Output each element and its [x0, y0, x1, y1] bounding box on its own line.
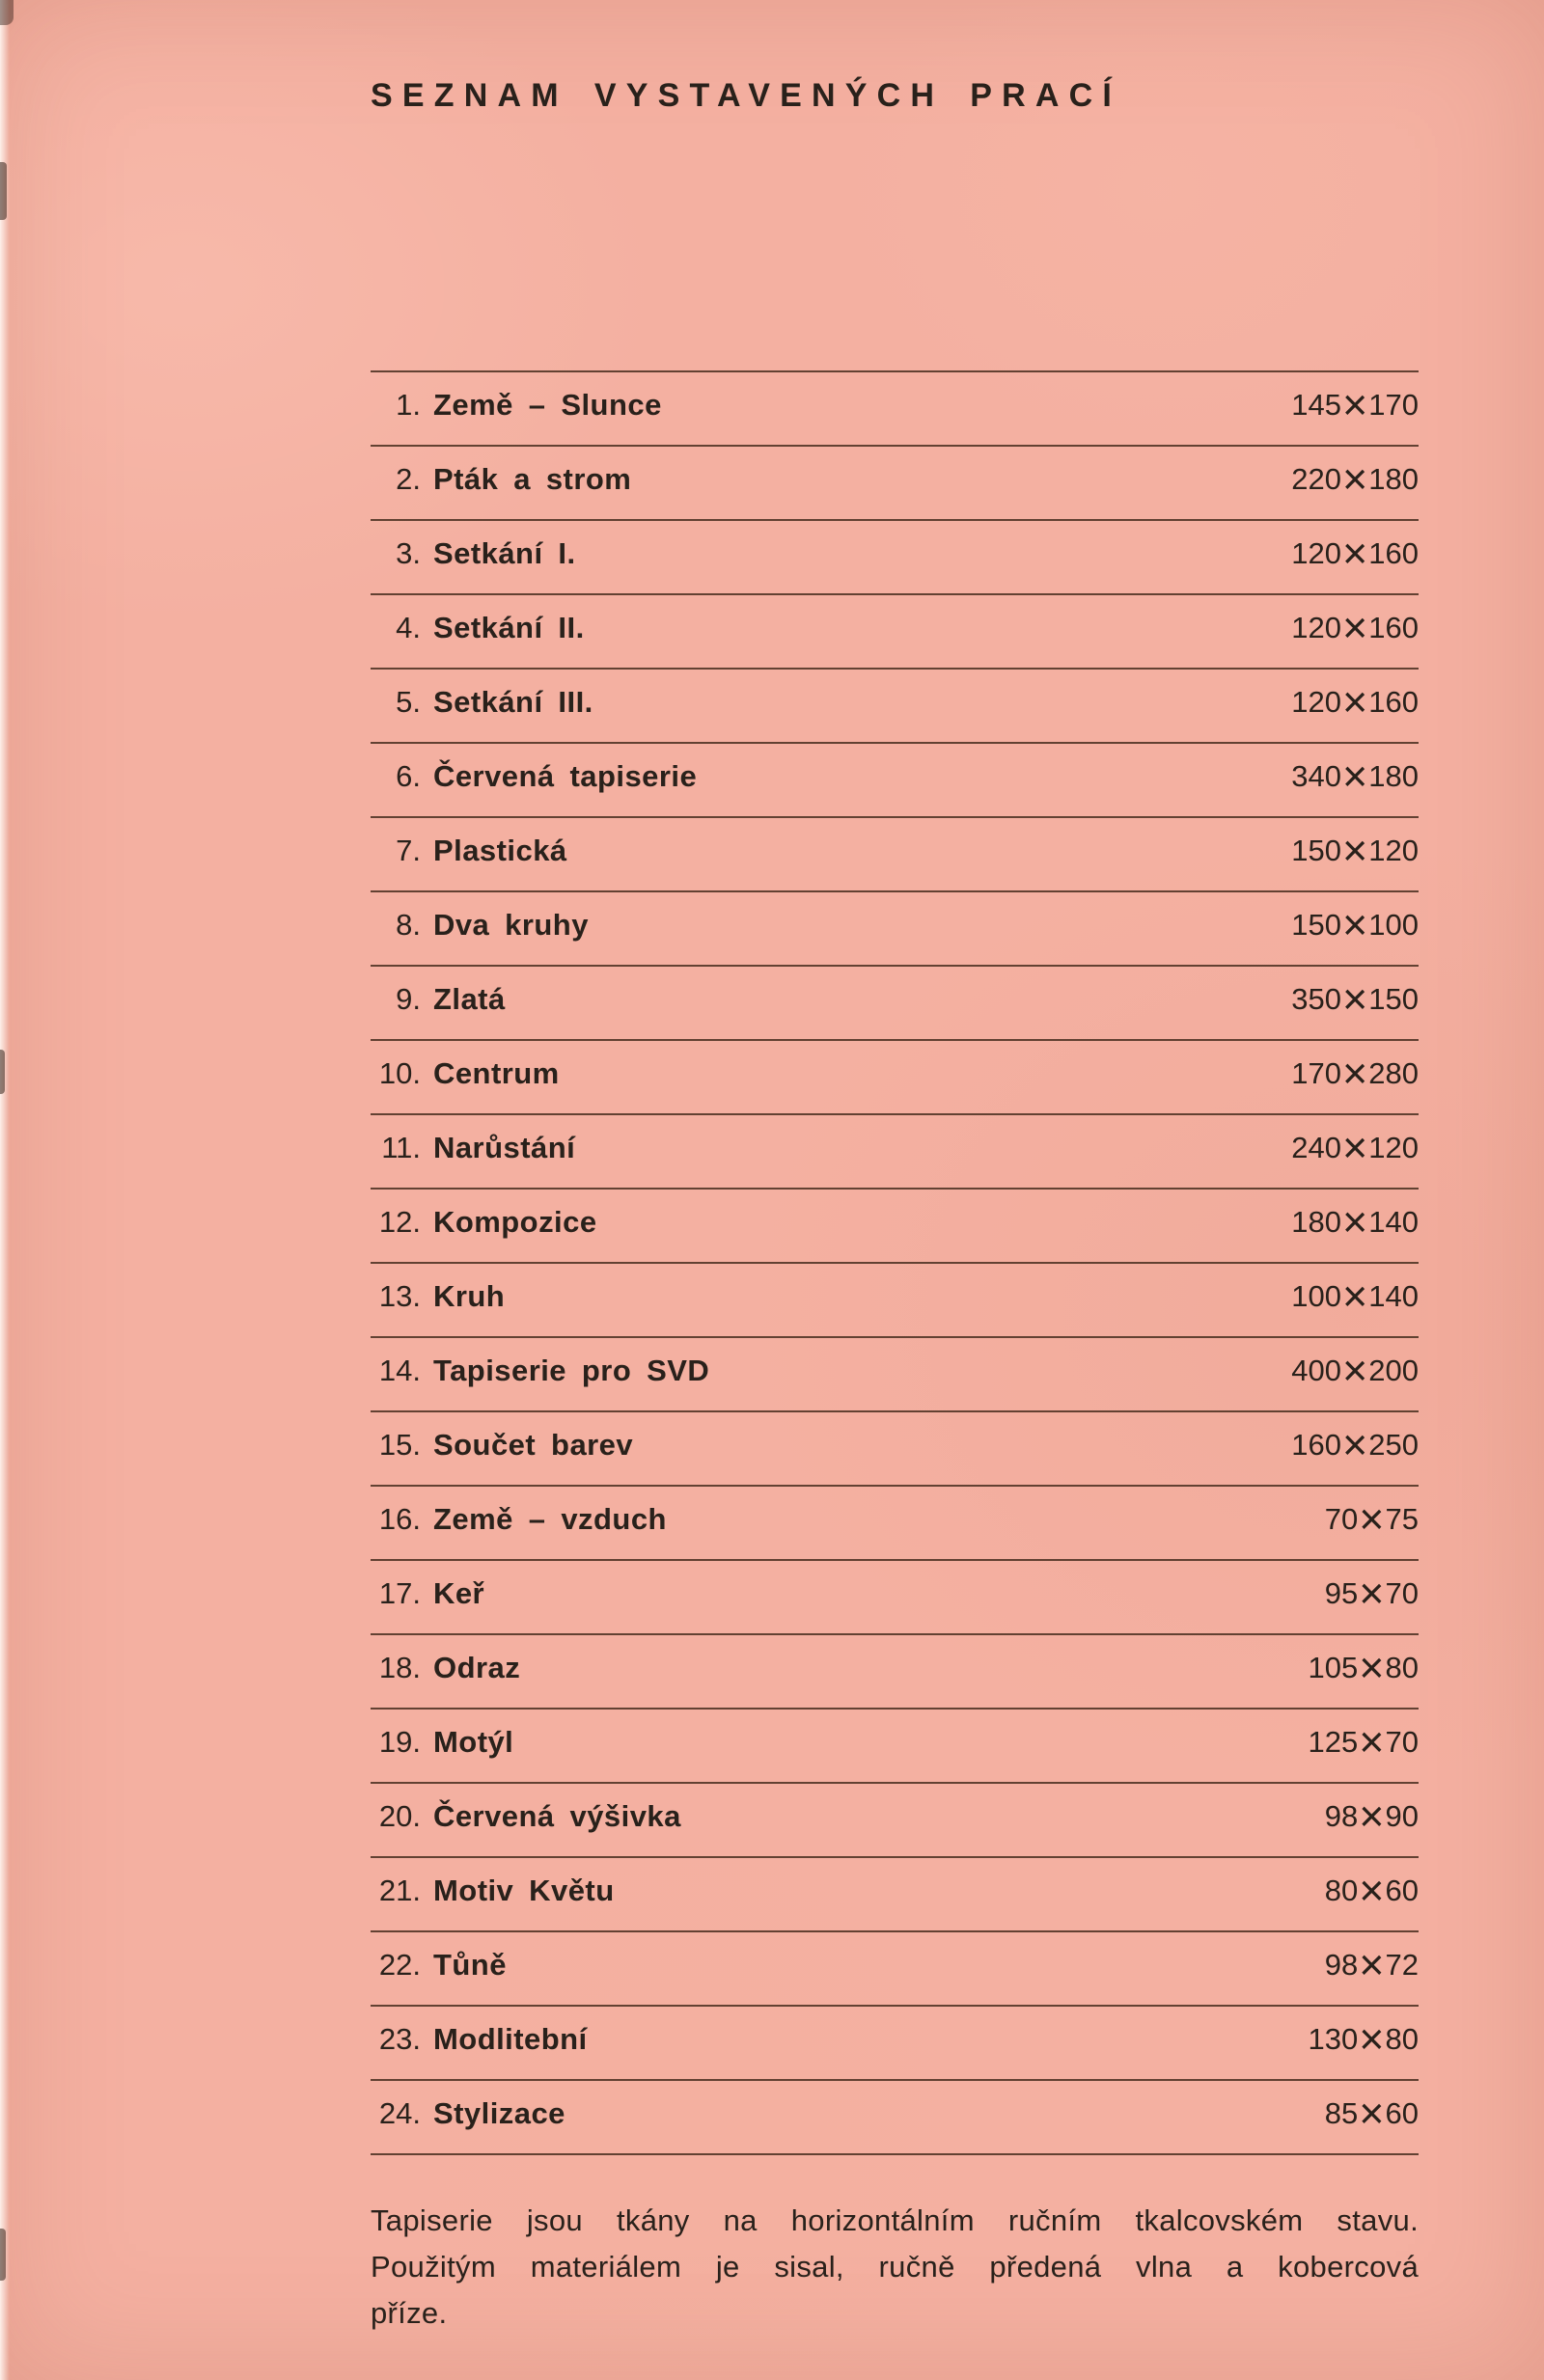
item-number: 22.: [378, 1948, 421, 1982]
item-dimensions: 150×120: [1291, 826, 1419, 876]
item-title: Modlitební: [433, 2022, 588, 2056]
item-dimensions: 130×80: [1308, 2014, 1419, 2065]
item-title: Součet barev: [433, 1428, 634, 1462]
item-dimensions: 240×120: [1291, 1123, 1419, 1173]
item-title: Motýl: [433, 1725, 514, 1759]
item-number: 7.: [396, 834, 421, 867]
item-title: Kompozice: [433, 1205, 597, 1239]
item-height: 150: [1368, 982, 1419, 1016]
scan-mark-corner: [0, 0, 14, 25]
item-height: 70: [1385, 1576, 1419, 1610]
item-dimensions: 145×170: [1291, 380, 1419, 430]
item-height: 60: [1385, 2096, 1419, 2130]
list-item: [371, 742, 1419, 816]
list-item: [371, 1485, 1419, 1559]
item-number: 10.: [378, 1056, 421, 1090]
item-title: Motiv Květu: [433, 1874, 615, 1907]
item-height: 160: [1368, 611, 1419, 644]
scan-mark: [0, 1050, 5, 1094]
scan-edge-highlight: [0, 0, 10, 2380]
item-width: 120: [1291, 611, 1342, 644]
item-dimensions: 98×90: [1324, 1792, 1419, 1842]
item-width: 120: [1291, 536, 1342, 570]
item-number: 16.: [378, 1502, 421, 1536]
item-number: 18.: [378, 1651, 421, 1684]
item-number: 20.: [378, 1799, 421, 1833]
footer-line: Použitým materiálem je sisal, ručně předená vlna a kobercová: [371, 2250, 1419, 2284]
list-item: [371, 1930, 1419, 2005]
list-item: [371, 890, 1419, 965]
item-width: 105: [1308, 1651, 1359, 1684]
item-height: 120: [1368, 1131, 1419, 1164]
item-number: 17.: [378, 1576, 421, 1610]
list-item: [371, 445, 1419, 519]
item-height: 80: [1385, 1651, 1419, 1684]
item-height: 200: [1368, 1354, 1419, 1387]
item-dimensions: 120×160: [1291, 603, 1419, 653]
item-width: 160: [1291, 1428, 1342, 1462]
item-title: Keř: [433, 1576, 485, 1610]
item-width: 98: [1324, 1948, 1359, 1982]
list-item: [371, 668, 1419, 742]
item-height: 90: [1385, 1799, 1419, 1833]
item-title: Země – vzduch: [433, 1502, 667, 1536]
item-dimensions: 400×200: [1291, 1346, 1419, 1396]
item-height: 180: [1368, 462, 1419, 496]
item-title: Narůstání: [433, 1131, 576, 1164]
list-item: [371, 816, 1419, 890]
item-width: 100: [1291, 1279, 1342, 1313]
item-title: Plastická: [433, 834, 567, 867]
item-title: Červená výšivka: [433, 1799, 681, 1833]
item-dimensions: 95×70: [1324, 1569, 1419, 1619]
item-number: 13.: [378, 1279, 421, 1313]
item-dimensions: 125×70: [1308, 1717, 1419, 1767]
scan-mark: [0, 2229, 6, 2281]
list-item: [371, 1559, 1419, 1633]
list-item: [371, 593, 1419, 668]
item-title: Tůně: [433, 1948, 507, 1982]
item-number: 24.: [378, 2096, 421, 2130]
item-width: 98: [1324, 1799, 1359, 1833]
footer-line: příze.: [371, 2296, 448, 2330]
item-height: 170: [1368, 388, 1419, 422]
item-height: 250: [1368, 1428, 1419, 1462]
list-item: [371, 1782, 1419, 1856]
item-title: Stylizace: [433, 2096, 565, 2130]
item-dimensions: 220×180: [1291, 454, 1419, 505]
item-height: 60: [1385, 1874, 1419, 1907]
item-title: Setkání I.: [433, 536, 576, 570]
item-title: Červená tapiserie: [433, 759, 698, 793]
item-height: 120: [1368, 834, 1419, 867]
item-number: 11.: [381, 1131, 421, 1164]
item-width: 170: [1291, 1056, 1342, 1090]
item-dimensions: 120×160: [1291, 529, 1419, 579]
list-item: [371, 2005, 1419, 2079]
works-list: [371, 370, 1419, 2155]
item-width: 180: [1291, 1205, 1342, 1239]
item-dimensions: 180×140: [1291, 1197, 1419, 1247]
item-number: 12.: [378, 1205, 421, 1239]
item-width: 130: [1308, 2022, 1359, 2056]
item-title: Setkání II.: [433, 611, 585, 644]
list-item: [371, 1113, 1419, 1188]
item-title: Země – Slunce: [433, 388, 662, 422]
item-dimensions: 350×150: [1291, 974, 1419, 1025]
item-width: 150: [1291, 908, 1342, 942]
item-width: 400: [1291, 1354, 1342, 1387]
item-number: 23.: [378, 2022, 421, 2056]
item-number: 14.: [378, 1354, 421, 1387]
item-height: 72: [1385, 1948, 1419, 1982]
item-number: 6.: [396, 759, 421, 793]
item-dimensions: 105×80: [1308, 1643, 1419, 1693]
item-number: 5.: [396, 685, 421, 719]
item-height: 80: [1385, 2022, 1419, 2056]
item-dimensions: 85×60: [1324, 2089, 1419, 2139]
list-item: [371, 370, 1419, 445]
item-number: 2.: [396, 462, 421, 496]
item-number: 3.: [396, 536, 421, 570]
item-height: 70: [1385, 1725, 1419, 1759]
item-dimensions: 70×75: [1324, 1494, 1419, 1545]
item-title: Tapiserie pro SVD: [433, 1354, 710, 1387]
item-number: 19.: [378, 1725, 421, 1759]
item-width: 80: [1324, 1874, 1359, 1907]
list-item: [371, 965, 1419, 1039]
item-width: 340: [1291, 759, 1342, 793]
item-width: 150: [1291, 834, 1342, 867]
item-width: 350: [1291, 982, 1342, 1016]
item-number: 1.: [396, 388, 421, 422]
footer-line: Tapiserie jsou tkány na horizontálním ručním tkalcovském stavu.: [371, 2203, 1419, 2237]
list-item: [371, 2079, 1419, 2153]
item-number: 4.: [396, 611, 421, 644]
item-number: 15.: [378, 1428, 421, 1462]
list-item: [371, 1708, 1419, 1782]
item-height: 280: [1368, 1056, 1419, 1090]
item-dimensions: 98×72: [1324, 1940, 1419, 1990]
item-height: 75: [1385, 1502, 1419, 1536]
item-width: 220: [1291, 462, 1342, 496]
item-width: 70: [1324, 1502, 1359, 1536]
item-number: 9.: [396, 982, 421, 1016]
list-item: [371, 1336, 1419, 1410]
item-width: 120: [1291, 685, 1342, 719]
list-item: [371, 1262, 1419, 1336]
item-title: Dva kruhy: [433, 908, 589, 942]
item-width: 95: [1324, 1576, 1359, 1610]
item-title: Setkání III.: [433, 685, 593, 719]
item-title: Kruh: [433, 1279, 506, 1313]
page-title: SEZNAM VYSTAVENÝCH PRACÍ: [371, 77, 1121, 114]
item-width: 85: [1324, 2096, 1359, 2130]
scan-mark: [0, 162, 7, 220]
item-dimensions: 80×60: [1324, 1866, 1419, 1916]
item-dimensions: 340×180: [1291, 752, 1419, 802]
list-item: [371, 1856, 1419, 1930]
item-width: 240: [1291, 1131, 1342, 1164]
item-number: 21.: [378, 1874, 421, 1907]
item-height: 180: [1368, 759, 1419, 793]
item-height: 140: [1368, 1205, 1419, 1239]
item-dimensions: 120×160: [1291, 677, 1419, 727]
list-item: [371, 519, 1419, 593]
item-width: 125: [1308, 1725, 1359, 1759]
item-dimensions: 170×280: [1291, 1049, 1419, 1099]
item-title: Pták a strom: [433, 462, 632, 496]
item-height: 160: [1368, 685, 1419, 719]
item-height: 100: [1368, 908, 1419, 942]
item-dimensions: 100×140: [1291, 1272, 1419, 1322]
list-item: [371, 1188, 1419, 1262]
item-height: 140: [1368, 1279, 1419, 1313]
item-title: Centrum: [433, 1056, 560, 1090]
item-dimensions: 150×100: [1291, 900, 1419, 950]
item-title: Zlatá: [433, 982, 506, 1016]
list-item: [371, 1633, 1419, 1708]
item-title: Odraz: [433, 1651, 521, 1684]
item-dimensions: 160×250: [1291, 1420, 1419, 1470]
footer-note: [371, 2198, 1419, 2337]
item-height: 160: [1368, 536, 1419, 570]
item-width: 145: [1291, 388, 1342, 422]
list-item: [371, 1039, 1419, 1113]
item-number: 8.: [396, 908, 421, 942]
list-item: [371, 1410, 1419, 1485]
